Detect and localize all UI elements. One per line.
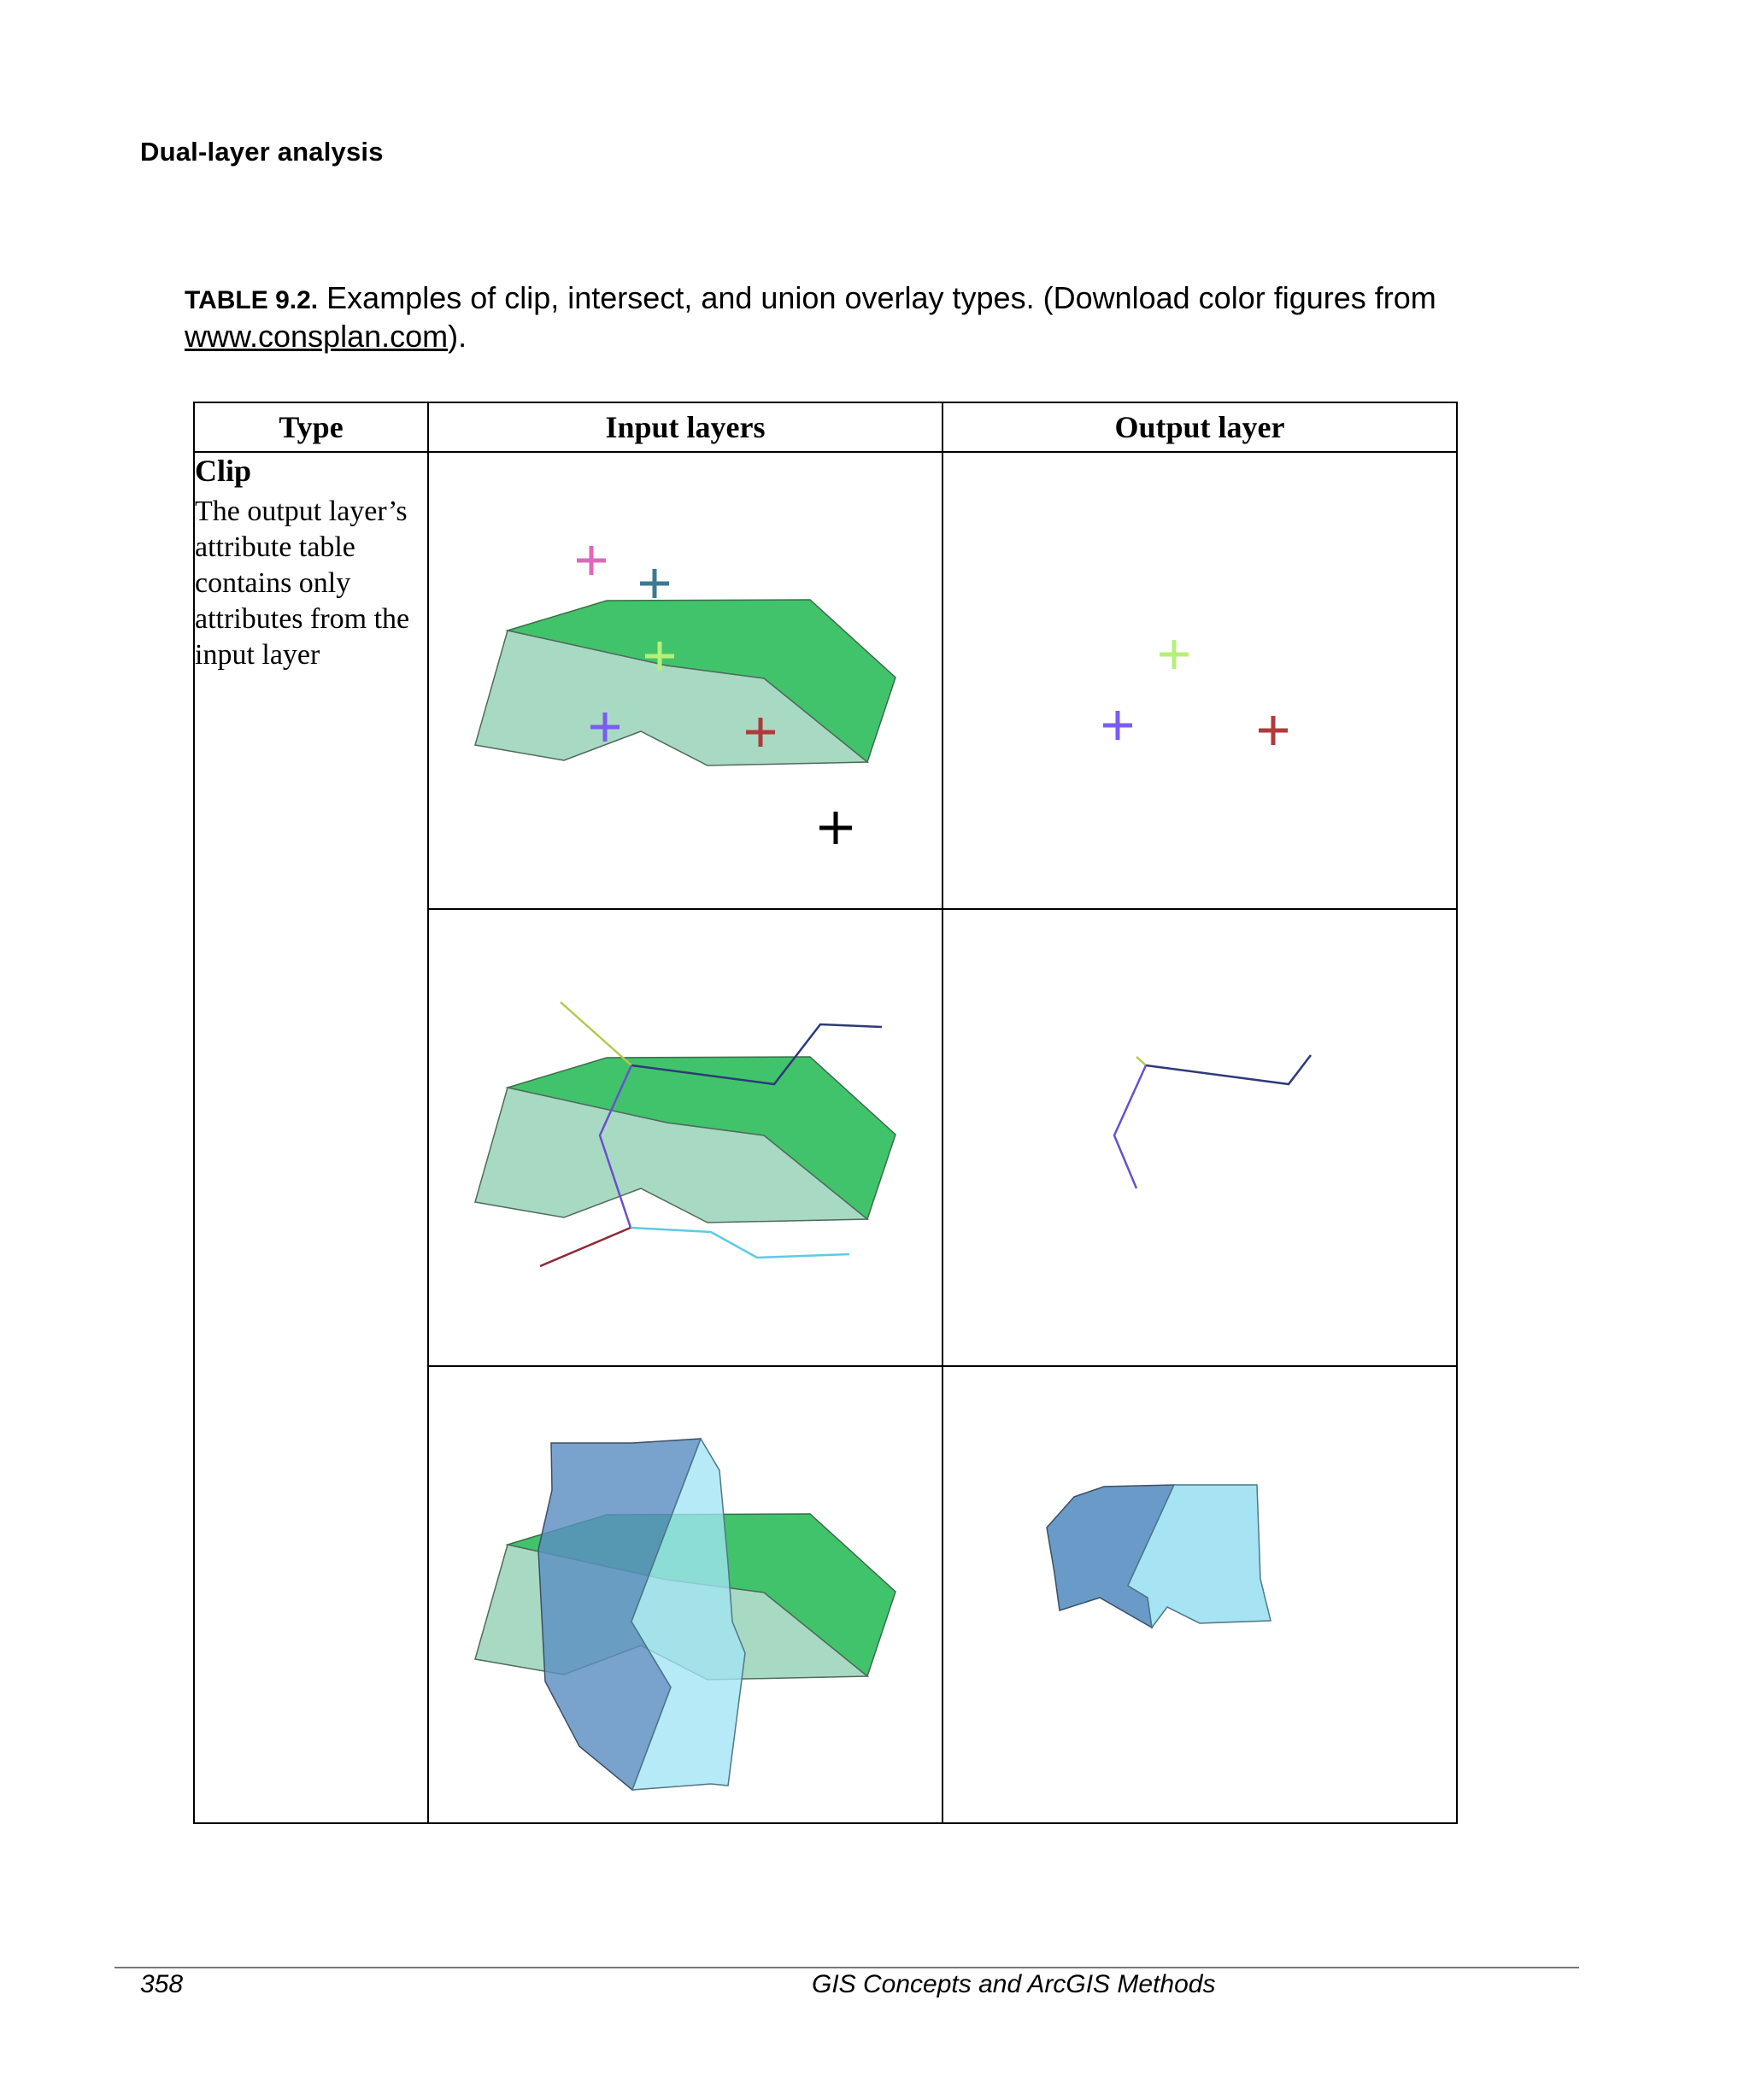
maroon-line — [540, 1228, 631, 1266]
book-title: GIS Concepts and ArcGIS Methods — [812, 1970, 1216, 1998]
navy-line — [1146, 1055, 1311, 1084]
output-lines-cell — [943, 909, 1457, 1366]
input-lines-cell — [428, 909, 943, 1366]
cyan-line — [631, 1228, 849, 1258]
purple-line — [1114, 1065, 1146, 1188]
header-type: Type — [194, 402, 428, 452]
lime-point — [1160, 640, 1189, 669]
purple-point — [1103, 711, 1132, 740]
header-input-layers: Input layers — [428, 402, 943, 452]
type-cell — [194, 452, 428, 1823]
input-polygons-cell — [428, 1366, 943, 1823]
output-polygons-figure — [943, 1367, 1456, 1822]
header-row — [194, 402, 1457, 452]
caption-tail: ). — [448, 319, 467, 354]
running-head: Dual-layer analysis — [140, 137, 384, 167]
pink-point — [577, 546, 606, 575]
footer-rule — [115, 1967, 1579, 1968]
input-points-cell — [428, 452, 943, 909]
output-lines-figure — [943, 910, 1456, 1365]
yellow-green-line — [1136, 1057, 1146, 1065]
output-polygons-cell — [943, 1366, 1457, 1823]
caption-text: Examples of clip, intersect, and union overlay types. (Download color figures from — [326, 280, 1436, 315]
header-output-layer: Output layer — [943, 402, 1457, 452]
yellow-green-line — [561, 1002, 631, 1065]
output-points-figure — [943, 453, 1456, 908]
overlay-table — [193, 402, 1458, 1824]
teal-point — [640, 569, 669, 598]
output-points-cell — [943, 452, 1457, 909]
page-number: 358 — [140, 1970, 184, 1998]
caption-link[interactable]: www.consplan.com — [185, 319, 449, 354]
input-polygons-figure — [429, 1367, 942, 1822]
row-points — [194, 452, 1457, 909]
caption-label: TABLE 9.2. — [185, 286, 319, 314]
table-caption — [185, 280, 1518, 355]
type-name: Clip — [195, 454, 252, 488]
black-point — [819, 812, 852, 844]
red-point — [1259, 716, 1288, 745]
type-description: The output layer’s attribute table contains only attributes from the input layer — [195, 496, 410, 671]
input-points-figure — [429, 453, 942, 908]
input-lines-figure — [429, 910, 942, 1365]
